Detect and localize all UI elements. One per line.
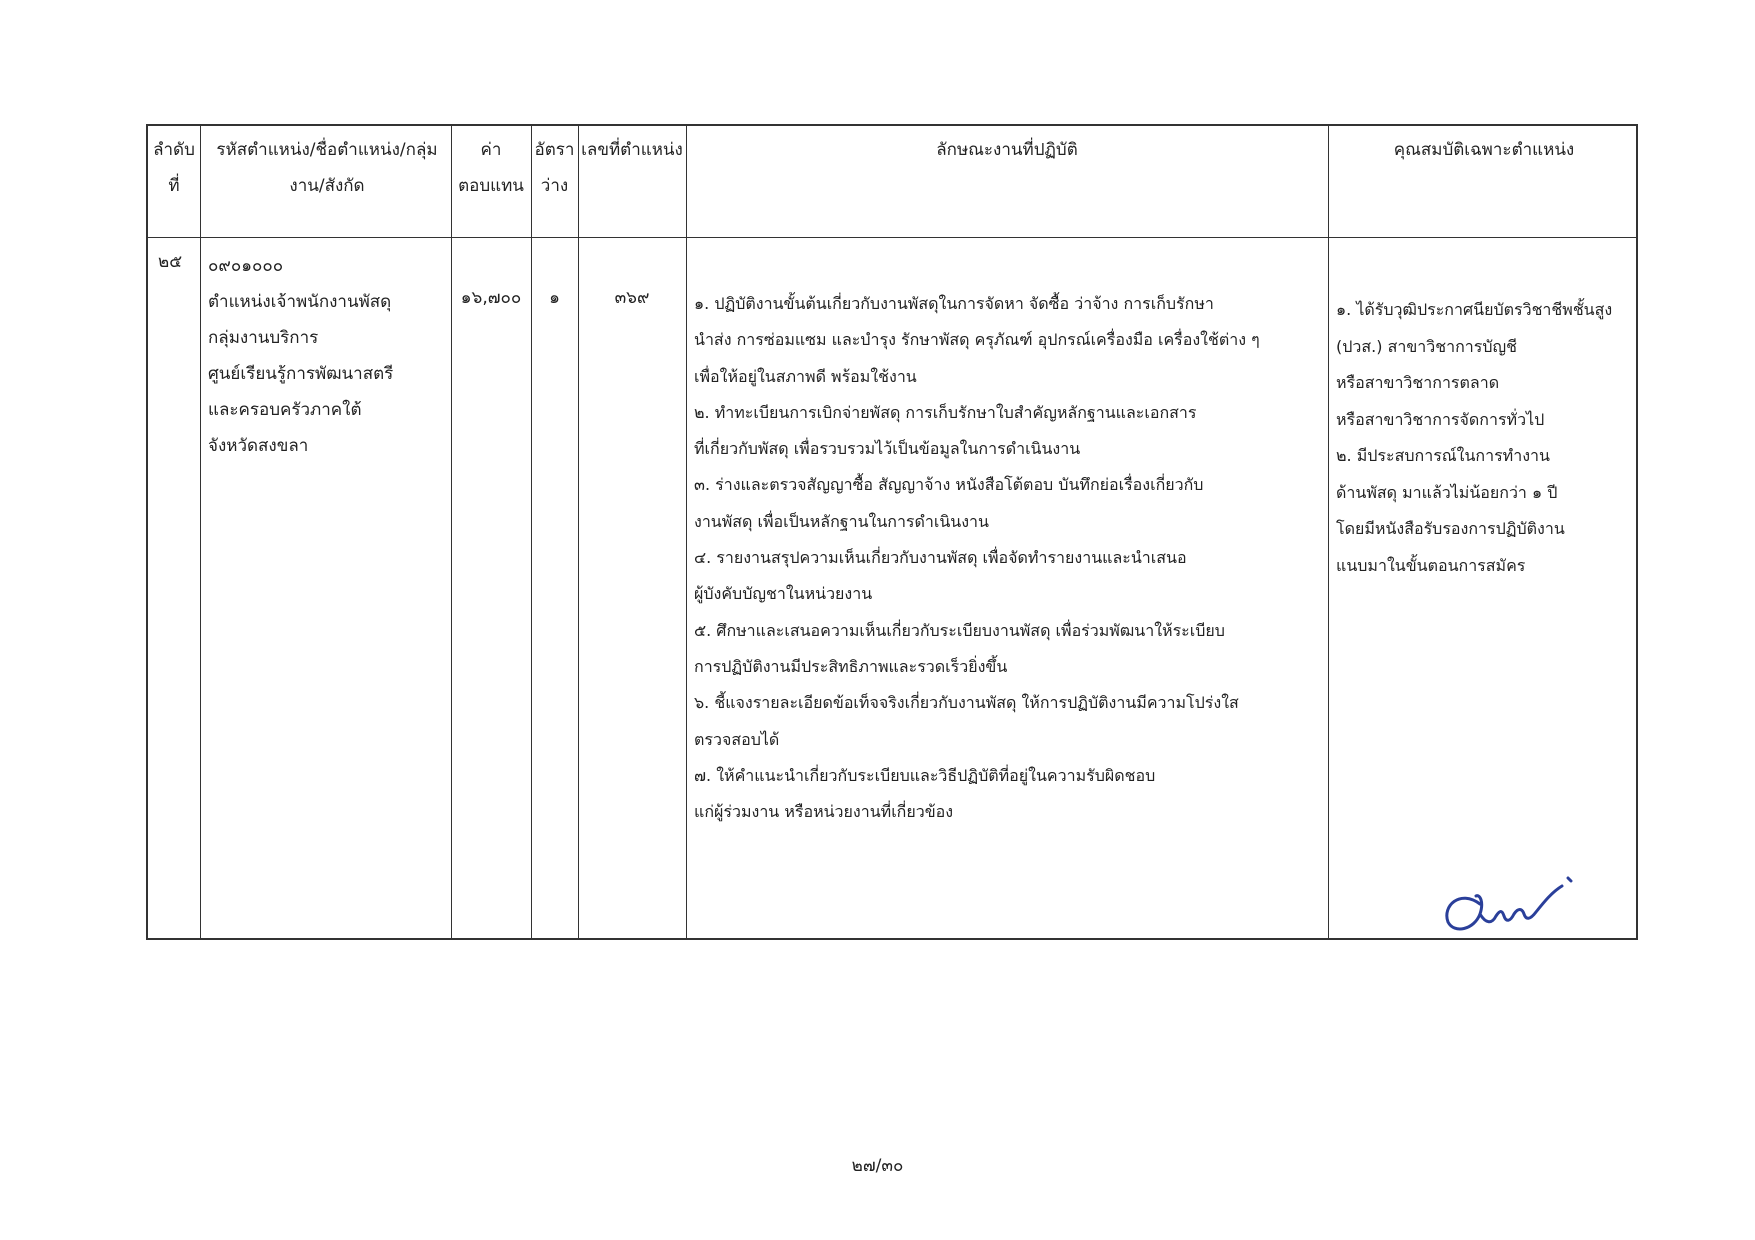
page-number: ๒๗/๓๐ xyxy=(851,1156,904,1176)
position-table xyxy=(146,124,1638,940)
position-details xyxy=(208,248,448,464)
qualification-line: ๒. มีประสบการณ์ในการทำงาน xyxy=(1336,446,1550,465)
header-vacancy: อัตราว่าง xyxy=(534,140,575,196)
vacancy-value: ๑ xyxy=(549,288,560,308)
position-code: ๐๙๐๑๐๐๐ xyxy=(208,256,284,276)
duty-line: ผู้บังคับบัญชาในหน่วยงาน xyxy=(694,584,873,604)
header-position-no: เลขที่ตำแหน่ง xyxy=(581,140,683,160)
duty-line: ๑. ปฏิบัติงานขั้นต้นเกี่ยวกับงานพัสดุในการจัดหา จัดซื้อ ว่าจ้าง การเก็บรักษา xyxy=(694,294,1214,313)
duty-line: งานพัสดุ เพื่อเป็นหลักฐานในการดำเนินงาน xyxy=(694,511,989,531)
qualification-line: โดยมีหนังสือรับรองการปฏิบัติงาน xyxy=(1336,519,1565,538)
column-divider xyxy=(1328,126,1329,938)
duty-line: นำส่ง การซ่อมแซม และบำรุง รักษาพัสดุ ครุภัณฑ์ อุปกรณ์เครื่องมือ เครื่องใช้ต่าง ๆ xyxy=(694,330,1260,350)
position-title: ตำแหน่งเจ้าพนักงานพัสดุ xyxy=(208,292,392,312)
header-qualifications: คุณสมบัติเฉพาะตำแหน่ง xyxy=(1393,140,1575,160)
duty-line: เพื่อให้อยู่ในสภาพดี พร้อมใช้งาน xyxy=(694,366,917,386)
handwritten-signature xyxy=(1440,864,1590,936)
signature-stroke xyxy=(1447,878,1571,929)
duties-list xyxy=(694,286,1324,830)
duty-line: ที่เกี่ยวกับพัสดุ เพื่อรวบรวมไว้เป็นข้อมูลในการดำเนินงาน xyxy=(694,439,1081,459)
qualification-line: ด้านพัสดุ มาแล้วไม่น้อยกว่า ๑ ปี xyxy=(1336,482,1558,502)
header-salary: ค่าตอบแทน xyxy=(458,140,524,196)
qualification-line: ๑. ได้รับวุฒิประกาศนียบัตรวิชาชีพชั้นสูง xyxy=(1336,300,1613,319)
column-divider xyxy=(578,126,579,938)
duty-line: ๕. ศึกษาและเสนอความเห็นเกี่ยวกับระเบียบงานพัสดุ เพื่อร่วมพัฒนาให้ระเบียบ xyxy=(694,620,1225,640)
column-divider xyxy=(200,126,201,938)
row-order: ๒๕ xyxy=(158,252,183,272)
salary-value: ๑๖,๗๐๐ xyxy=(460,288,522,308)
qualification-line: (ปวส.) สาขาวิชาการบัญชี xyxy=(1336,336,1517,356)
position-office: และครอบครัวภาคใต้ xyxy=(208,400,362,420)
position-group: กลุ่มงานบริการ xyxy=(208,328,319,348)
duty-line: แก่ผู้ร่วมงาน หรือหน่วยงานที่เกี่ยวข้อง xyxy=(694,802,954,822)
header-divider xyxy=(148,237,1636,238)
column-divider xyxy=(531,126,532,938)
position-office: ศูนย์เรียนรู้การพัฒนาสตรี xyxy=(208,364,394,384)
position-province: จังหวัดสงขลา xyxy=(208,436,309,456)
qualification-line: หรือสาขาวิชาการจัดการทั่วไป xyxy=(1336,409,1545,429)
duty-line: การปฏิบัติงานมีประสิทธิภาพและรวดเร็วยิ่งขึ้น xyxy=(694,656,1008,676)
column-divider xyxy=(451,126,452,938)
duty-line: ๗. ให้คำแนะนำเกี่ยวกับระเบียบและวิธีปฏิบัติที่อยู่ในความรับผิดชอบ xyxy=(694,765,1156,785)
header-position: รหัสตำแหน่ง/ชื่อตำแหน่ง/กลุ่มงาน/สังกัด xyxy=(216,140,438,196)
duty-line: ๓. ร่างและตรวจสัญญาซื้อ สัญญาจ้าง หนังสือโต้ตอบ บันทึกย่อเรื่องเกี่ยวกับ xyxy=(694,475,1204,495)
qualification-line: แนบมาในขั้นตอนการสมัคร xyxy=(1336,555,1526,575)
header-duties: ลักษณะงานที่ปฏิบัติ xyxy=(936,140,1078,160)
duty-line: ๖. ชี้แจงรายละเอียดข้อเท็จจริงเกี่ยวกับงานพัสดุ ให้การปฏิบัติงานมีความโปร่งใส xyxy=(694,693,1239,713)
header-order: ลำดับที่ xyxy=(153,140,195,196)
duty-line: ๔. รายงานสรุปความเห็นเกี่ยวกับงานพัสดุ เพื่อจัดทำรายงานและนำเสนอ xyxy=(694,548,1187,568)
duty-line: ตรวจสอบได้ xyxy=(694,729,780,749)
qualification-line: หรือสาขาวิชาการตลาด xyxy=(1336,373,1500,392)
column-divider xyxy=(686,126,687,938)
qualifications-list xyxy=(1336,292,1636,584)
duty-line: ๒. ทำทะเบียนการเบิกจ่ายพัสดุ การเก็บรักษาใบสำคัญหลักฐานและเอกสาร xyxy=(694,402,1197,422)
position-number-value: ๓๖๙ xyxy=(614,288,650,308)
